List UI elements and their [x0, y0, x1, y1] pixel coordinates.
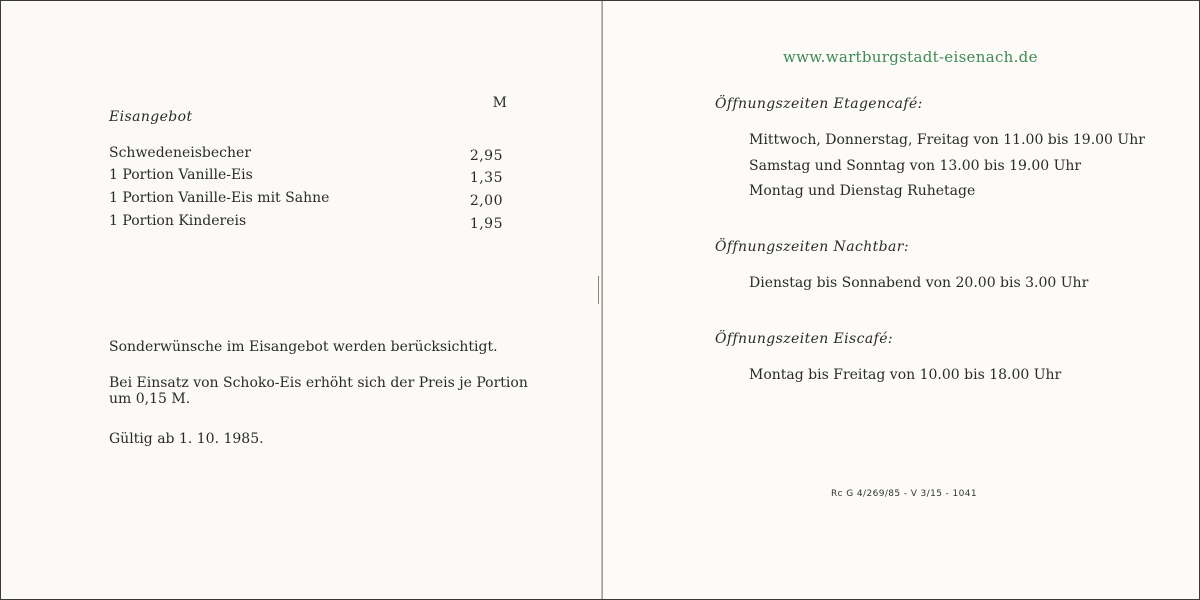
hours-section-title: Öffnungszeiten Eiscafé:	[715, 331, 894, 347]
section-title-eisangebot: Eisangebot	[109, 109, 193, 125]
hours-section-title: Öffnungszeiten Etagencafé:	[715, 96, 923, 112]
note-chocolate-line2: um 0,15 M.	[109, 391, 191, 407]
menu-item-price: 2,00	[469, 193, 503, 209]
menu-item-name: 1 Portion Vanille-Eis	[109, 167, 253, 183]
hours-line: Mittwoch, Donnerstag, Freitag von 11.00 bis 19.00 Uhr	[749, 132, 1145, 148]
menu-item-price: 1,95	[469, 216, 503, 232]
valid-from-date: Gültig ab 1. 10. 1985.	[109, 431, 264, 447]
menu-item-price: 1,35	[469, 170, 503, 186]
menu-item-name: 1 Portion Vanille-Eis mit Sahne	[109, 190, 330, 206]
hours-section-title: Öffnungszeiten Nachtbar:	[715, 239, 909, 255]
menu-item-price: 2,95	[469, 148, 503, 164]
note-chocolate-line1: Bei Einsatz von Schoko-Eis erhöht sich der Preis je Portion	[109, 375, 528, 391]
currency-label: M	[492, 95, 507, 111]
hours-line: Montag bis Freitag von 10.00 bis 18.00 Uhr	[749, 367, 1062, 383]
menu-item-name: Schwedeneisbecher	[109, 145, 252, 161]
hours-line: Montag und Dienstag Ruhetage	[749, 183, 976, 199]
print-code: Rc G 4/269/85 - V 3/15 - 1041	[831, 489, 977, 499]
left-page	[1, 1, 601, 599]
hours-line: Samstag und Sonntag von 13.00 bis 19.00 Uhr	[749, 158, 1082, 174]
website-url: www.wartburgstadt-eisenach.de	[783, 48, 1038, 66]
right-page	[603, 1, 1199, 599]
note-special-requests: Sonderwünsche im Eisangebot werden berücksichtigt.	[109, 339, 498, 355]
hours-line: Dienstag bis Sonnabend von 20.00 bis 3.00 Uhr	[749, 275, 1089, 291]
menu-item-name: 1 Portion Kindereis	[109, 213, 247, 229]
